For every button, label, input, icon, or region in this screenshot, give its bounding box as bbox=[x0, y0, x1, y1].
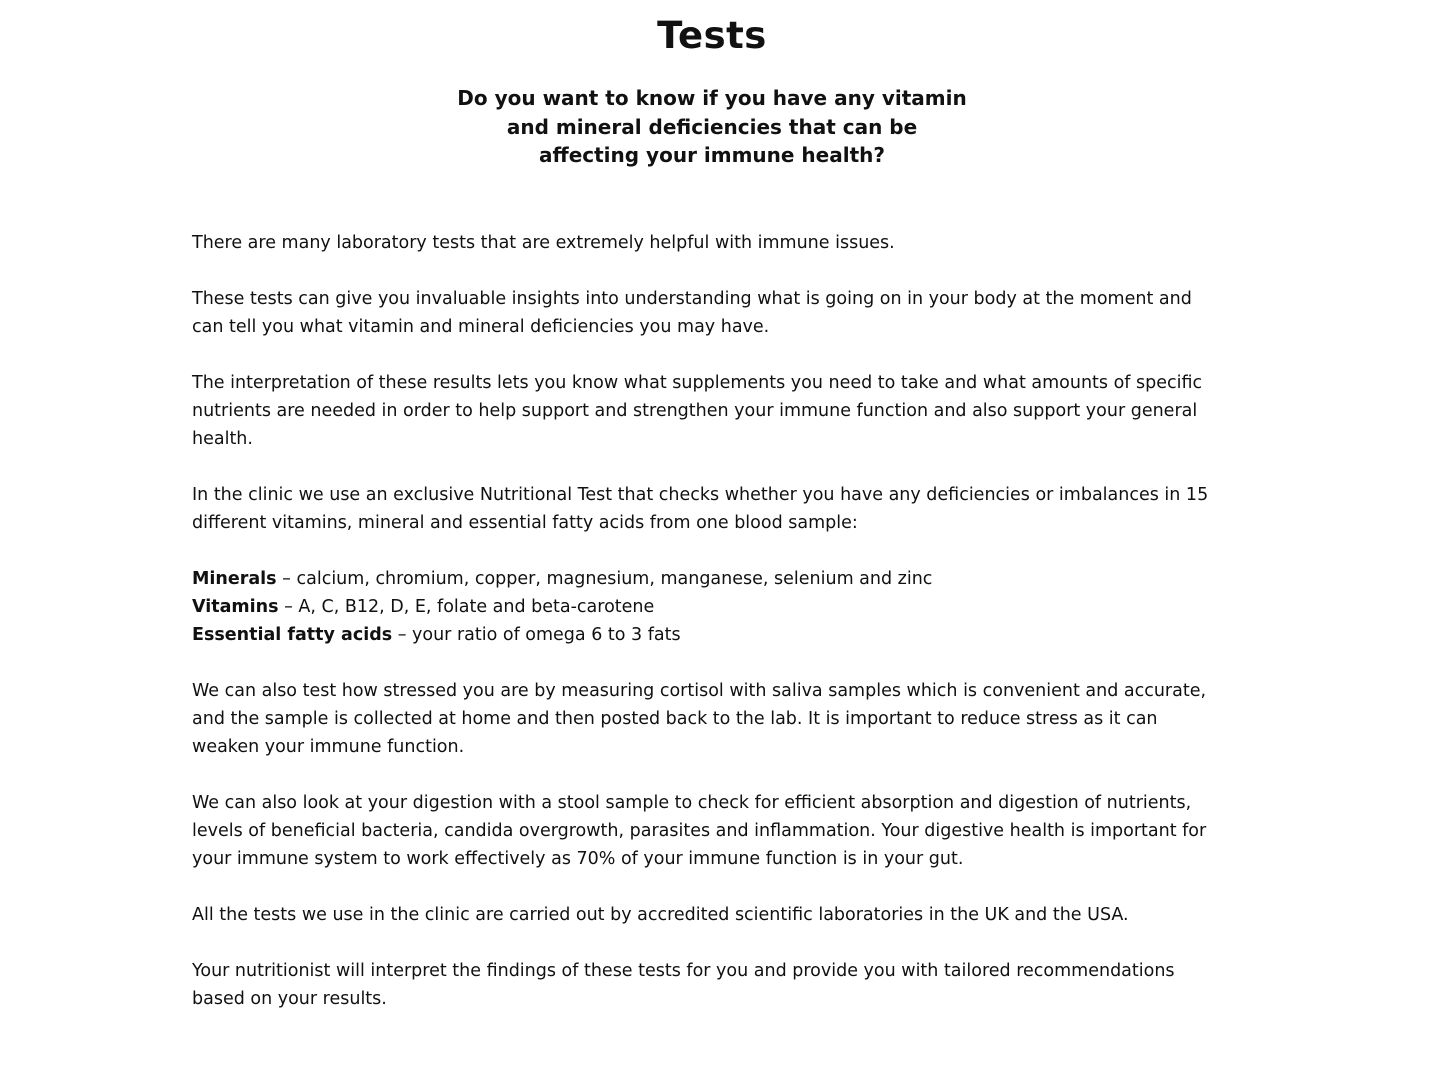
paragraph-intro: There are many laboratory tests that are extremely helpful with immune issues. bbox=[192, 233, 895, 253]
paragraph-cortisol: We can also test how stressed you are by measuring cortisol with saliva samples which is convenient and accurate, and the sample is collected at home and then posted back to the lab. It is important to reduce stress as it can weaken your immune function. bbox=[192, 681, 1207, 757]
paragraph-laboratories: All the tests we use in the clinic are carried out by accredited scientific laboratories in the UK and the USA. bbox=[192, 905, 1129, 925]
paragraph-interpretation: The interpretation of these results lets you know what supplements you need to take and what amounts of specific nutrients are needed in order to help support and strengthen your immune function and also support your general health. bbox=[192, 373, 1203, 449]
article-body bbox=[192, 229, 1228, 1041]
subtitle-line: Do you want to know if you have any vitamin bbox=[457, 86, 967, 110]
list-item-text: – your ratio of omega 6 to 3 fats bbox=[392, 625, 681, 645]
list-item-text: – calcium, chromium, copper, magnesium, manganese, selenium and zinc bbox=[276, 569, 933, 589]
paragraph-insights: These tests can give you invaluable insights into understanding what is going on in your body at the moment and can tell you what vitamin and mineral deficiencies you may have. bbox=[192, 289, 1192, 337]
paragraph-nutritional-test: In the clinic we use an exclusive Nutritional Test that checks whether you have any deficiencies or imbalances in 15 different vitamins, mineral and essential fatty acids from one blood sample: bbox=[192, 485, 1209, 533]
list-item-label: Minerals bbox=[192, 569, 277, 589]
page-subtitle bbox=[0, 84, 1424, 170]
subtitle-line: affecting your immune health? bbox=[539, 143, 885, 167]
list-item-label: Essential fatty acids bbox=[192, 625, 393, 645]
list-item-fatty-acids bbox=[192, 621, 1228, 649]
list-item-text: – A, C, B12, D, E, folate and beta-carotene bbox=[278, 597, 655, 617]
list-item-minerals bbox=[192, 565, 1228, 593]
page-title: Tests bbox=[657, 14, 767, 57]
list-item-label: Vitamins bbox=[192, 597, 279, 617]
subtitle-line: and mineral deficiencies that can be bbox=[506, 114, 918, 139]
paragraph-digestion: We can also look at your digestion with a stool sample to check for efficient absorption and digestion of nutrients, levels of beneficial bacteria, candida overgrowth, parasites and inflammation. Your digestive health is important for your immune system to work effectively as 70% of your immune function is in your gut. bbox=[192, 793, 1207, 869]
list-item-vitamins bbox=[192, 593, 1228, 621]
paragraph-recommendations: Your nutritionist will interpret the findings of these tests for you and provide you with tailored recommendations based on your results. bbox=[192, 961, 1175, 1009]
